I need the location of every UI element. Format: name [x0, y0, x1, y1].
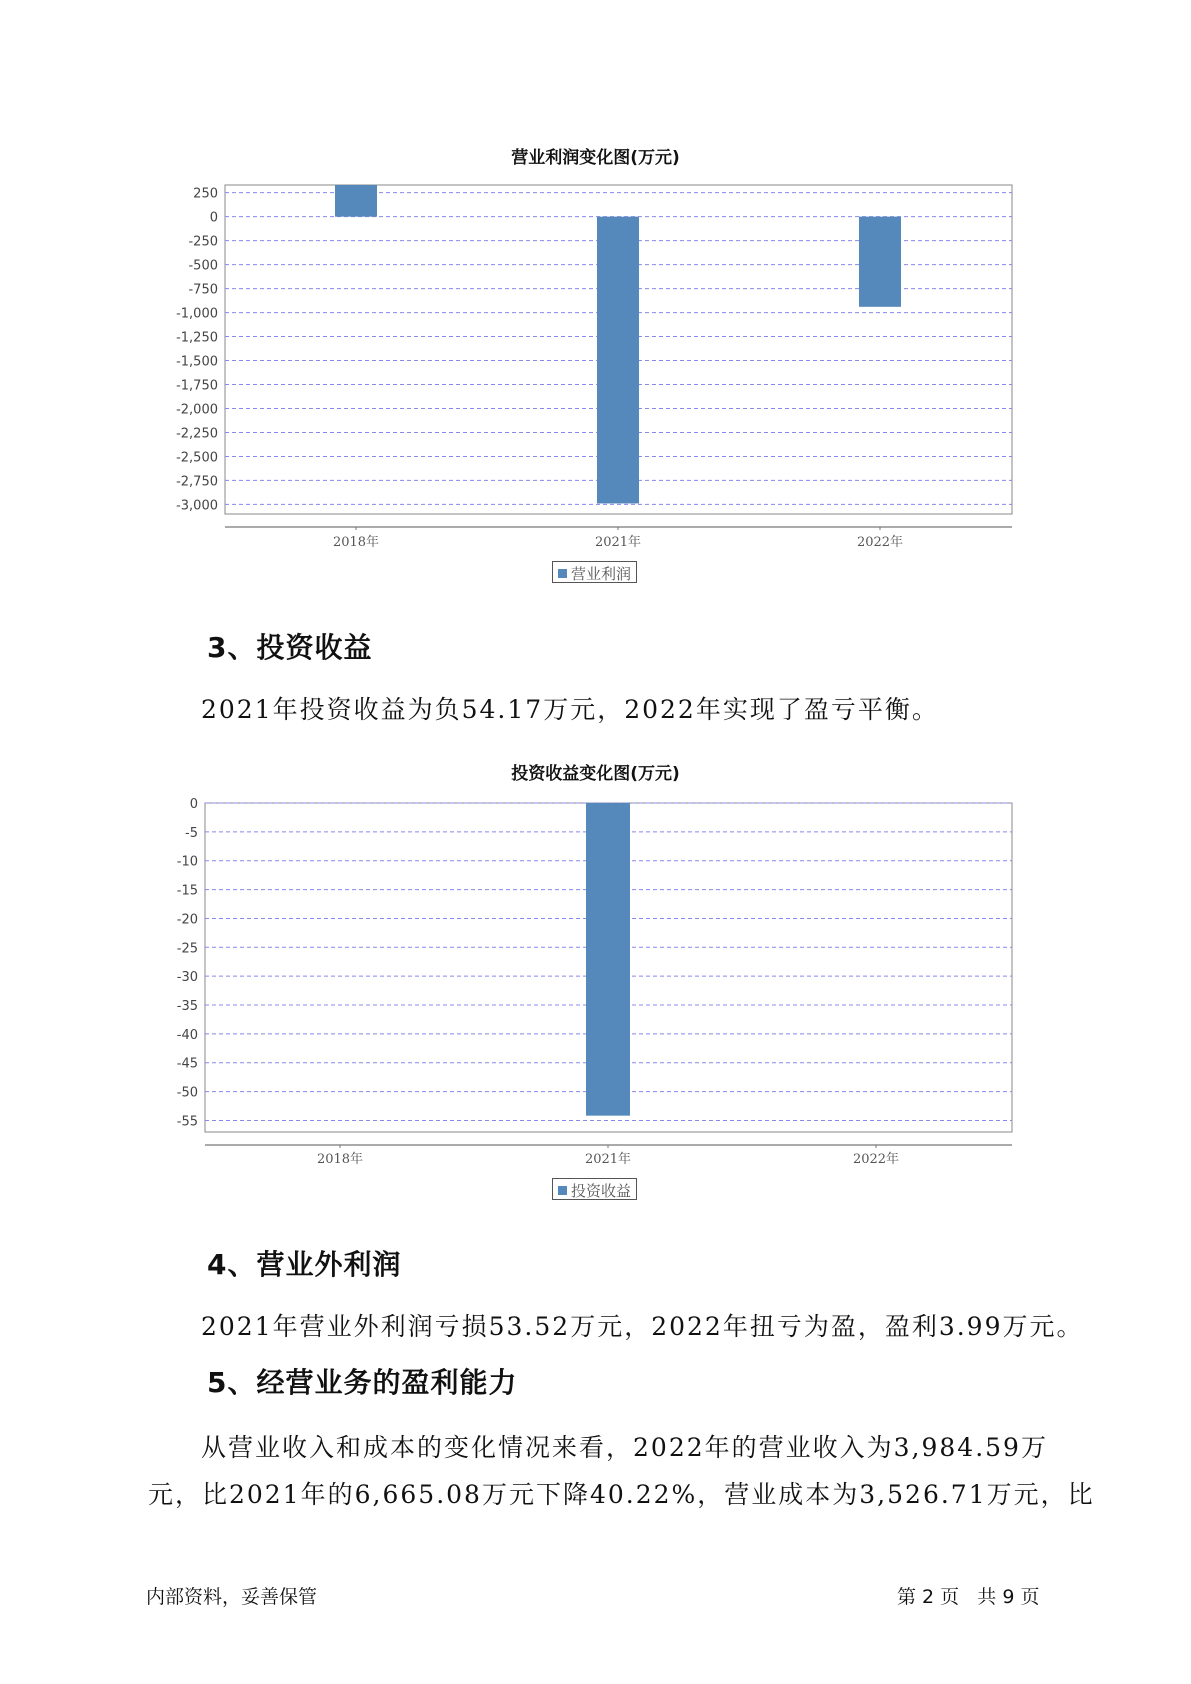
chart2-title: 投资收益变化图(万元) — [511, 764, 680, 784]
y-tick-label: -500 — [188, 258, 218, 274]
y-tick-label: -15 — [176, 883, 198, 899]
x-tick-label: 2021年 — [584, 1152, 632, 1167]
y-tick-label: -50 — [176, 1085, 198, 1101]
section4-heading: 4、营业外利润 — [207, 1248, 402, 1281]
section5-line1: 从营业收入和成本的变化情况来看，2022年的营业收入为3,984.59万 — [201, 1433, 1048, 1462]
y-tick-label: -750 — [188, 282, 218, 298]
y-tick-label: -250 — [188, 234, 218, 250]
section5-line2: 元，比2021年的6,665.08万元下降40.22%，营业成本为3,526.71万元，比 — [148, 1480, 1095, 1509]
y-tick-label: -2,750 — [176, 474, 218, 490]
x-tick-label: 2021年 — [594, 535, 642, 550]
y-tick-label: -2,000 — [176, 402, 218, 418]
y-tick-label: -5 — [185, 825, 198, 841]
footer-page-number: 第 2 页 共 9 页 — [897, 1586, 1040, 1608]
y-tick-label: -25 — [176, 941, 198, 957]
bar-2021年 — [586, 803, 630, 1116]
y-tick-label: -2,500 — [176, 450, 218, 466]
y-tick-label: -1,750 — [176, 378, 218, 394]
x-tick-label: 2018年 — [332, 535, 380, 550]
section3-heading: 3、投资收益 — [207, 631, 373, 664]
footer-confidential: 内部资料，妥善保管 — [146, 1586, 318, 1608]
y-tick-label: -3,000 — [176, 498, 218, 514]
section4-text: 2021年营业外利润亏损53.52万元，2022年扭亏为盈，盈利3.99万元。 — [201, 1312, 1084, 1341]
y-tick-label: 0 — [209, 210, 218, 226]
chart1-legend-label: 营业利润 — [571, 565, 632, 583]
y-tick-label: 250 — [193, 186, 218, 202]
legend-swatch — [558, 1186, 567, 1195]
chart2-legend — [552, 1178, 637, 1200]
y-tick-label: -20 — [176, 912, 198, 928]
y-tick-label: -30 — [176, 970, 198, 986]
section3-text: 2021年投资收益为负54.17万元，2022年实现了盈亏平衡。 — [201, 695, 939, 724]
y-tick-label: -1,250 — [176, 330, 218, 346]
y-tick-label: -45 — [176, 1056, 198, 1072]
y-tick-label: -10 — [176, 854, 198, 870]
section5-heading: 5、经营业务的盈利能力 — [207, 1366, 518, 1399]
y-tick-label: -1,000 — [176, 306, 218, 322]
x-tick-label: 2018年 — [316, 1152, 364, 1167]
y-tick-label: -55 — [176, 1114, 198, 1130]
y-tick-label: -1,500 — [176, 354, 218, 370]
x-tick-label: 2022年 — [852, 1152, 900, 1167]
y-tick-label: -2,250 — [176, 426, 218, 442]
chart1-title: 营业利润变化图(万元) — [511, 148, 680, 168]
y-tick-label: 0 — [189, 797, 198, 812]
y-tick-label: -35 — [176, 999, 198, 1015]
chart2-legend-label: 投资收益 — [571, 1182, 632, 1200]
y-tick-label: -40 — [176, 1027, 198, 1043]
x-tick-label: 2022年 — [856, 535, 904, 550]
